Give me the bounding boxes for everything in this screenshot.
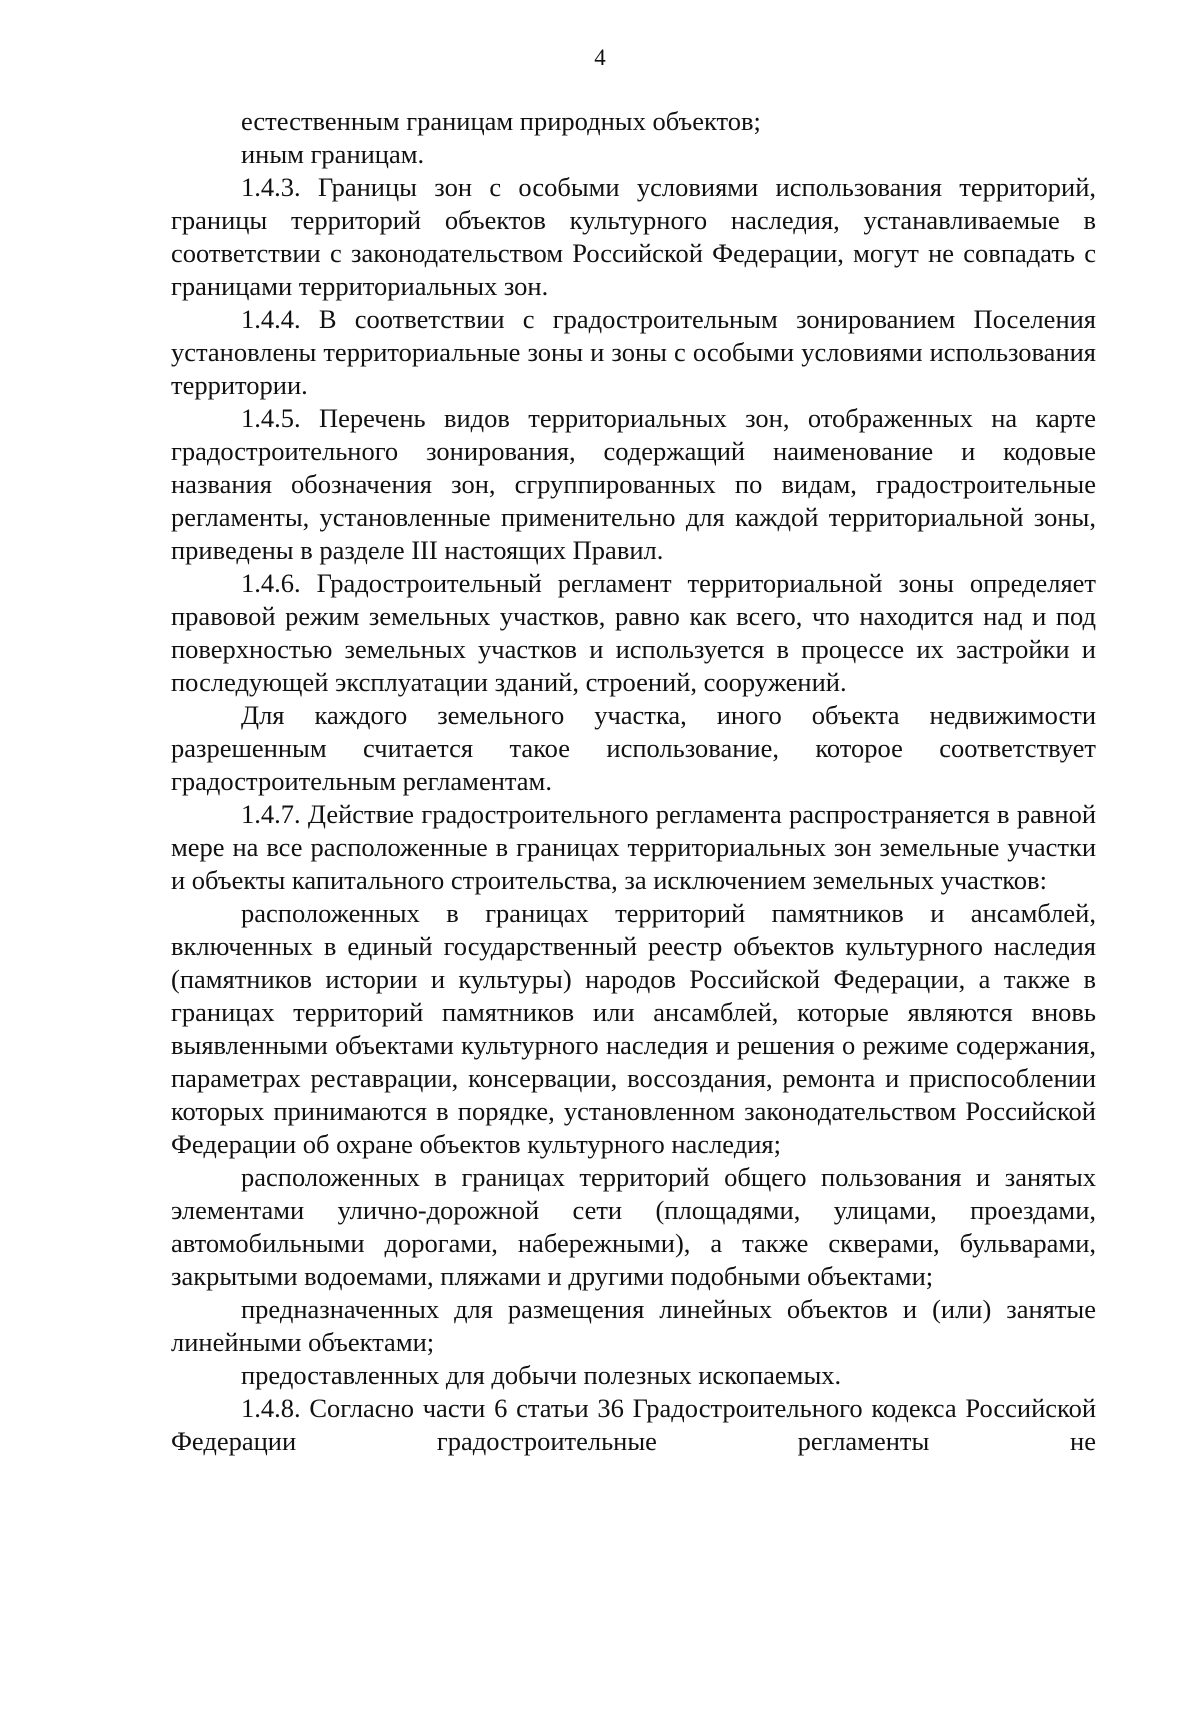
paragraph: естественным границам природных объектов; [241, 106, 761, 136]
list-item: предназначенных для размещения линейных объектов и (или) занятые линейными объектами; [171, 1294, 1096, 1357]
document-body [171, 105, 1096, 1458]
list-item: расположенных в границах территорий общего пользования и занятых элементами улично-дорожной сети (площадями, улицами, проездами, автомобильными дорогами, набережными), а также скверами, бульварами, закрытыми водоемами, пляжами и другими подобными объектами; [171, 1162, 1096, 1291]
list-item: расположенных в границах территорий памятников и ансамблей, включенных в единый государственный реестр объектов культурного наследия (памятников истории и культуры) народов Российской Федерации, а также в границах территорий памятников или ансамблей, которые являются вновь выявленными объектами культурного наследия и решения о режиме содержания, параметрах реставрации, консервации, воссоздания, ремонта и приспособлении которых принимаются в порядке, установленном законодательством Российской Федерации об охране объектов культурного наследия; [171, 898, 1096, 1159]
page-number: 4 [594, 45, 606, 70]
list-item: предоставленных для добычи полезных ископаемых. [241, 1360, 842, 1390]
paragraph-1-4-4: 1.4.4. В соответствии с градостроительным зонированием Поселения установлены территориальные зоны и зоны с особыми условиями использования территории. [171, 304, 1096, 400]
paragraph-1-4-7: 1.4.7. Действие градостроительного регламента распространяется в равной мере на все расположенные в границах территориальных зон земельные участки и объекты капитального строительства, за исключением земельных участков: [171, 799, 1096, 895]
paragraph-1-4-6: 1.4.6. Градостроительный регламент территориальной зоны определяет правовой режим земельных участков, равно как всего, что находится над и под поверхностью земельных участков и используется в процессе их застройки и последующей эксплуатации зданий, строений, сооружений. [171, 568, 1096, 697]
paragraph-1-4-5: 1.4.5. Перечень видов территориальных зон, отображенных на карте градостроительного зонирования, содержащий наименование и кодовые названия обозначения зон, сгруппированных по видам, градостроительные регламенты, установленные применительно для каждой территориальной зоны, приведены в разделе III настоящих Правил. [171, 403, 1096, 565]
paragraph-1-4-8: 1.4.8. Согласно части 6 статьи 36 Градостроительного кодекса Российской Федерации градостроительные регламенты не [171, 1393, 1096, 1456]
paragraph-1-4-3: 1.4.3. Границы зон с особыми условиями использования территорий, границы территорий объектов культурного наследия, устанавливаемые в соответствии с законодательством Российской Федерации, могут не совпадать с границами территориальных зон. [171, 172, 1096, 301]
paragraph: Для каждого земельного участка, иного объекта недвижимости разрешенным считается такое использование, которое соответствует градостроительным регламентам. [171, 700, 1096, 796]
paragraph: иным границам. [241, 139, 425, 169]
